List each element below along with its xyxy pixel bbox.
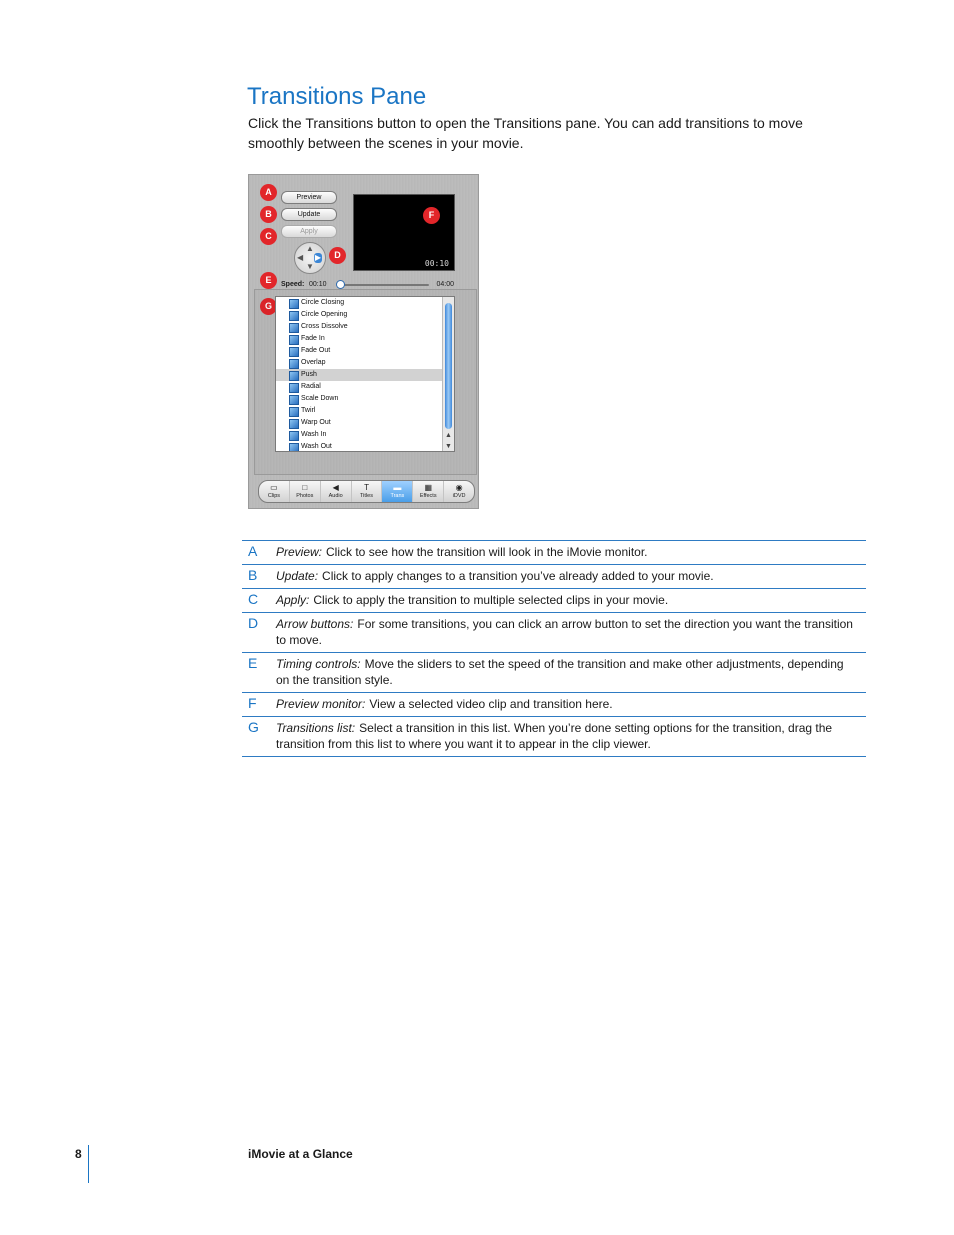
speed-slider-thumb[interactable] — [336, 280, 345, 289]
legend-body: View a selected video clip and transition here. — [369, 697, 613, 711]
transition-label: Scale Down — [301, 395, 339, 402]
transition-item[interactable] — [276, 345, 454, 357]
photos-icon: □ — [302, 483, 308, 492]
transition-icon — [289, 419, 299, 429]
transitions-icon: ▬ — [393, 483, 402, 492]
transition-icon — [289, 311, 299, 321]
transition-item[interactable] — [276, 357, 454, 369]
arrow-left-icon[interactable]: ◀ — [297, 253, 304, 262]
transition-label: Circle Opening — [301, 311, 348, 318]
tab-label: iDVD — [452, 493, 466, 499]
callout-f: F — [423, 207, 440, 224]
tab-idvd[interactable] — [444, 481, 474, 502]
tab-label: Clips — [267, 493, 281, 499]
pane-toolbar — [258, 480, 475, 503]
transition-icon — [289, 407, 299, 417]
scrollbar-thumb[interactable] — [445, 303, 452, 429]
footer-divider — [88, 1145, 89, 1183]
transition-icon — [289, 443, 299, 452]
titles-icon: T — [364, 483, 369, 492]
scroll-down-icon[interactable]: ▼ — [445, 443, 452, 450]
transition-label: Twirl — [301, 407, 316, 414]
tab-trans[interactable] — [382, 481, 413, 502]
transition-item[interactable] — [276, 321, 454, 333]
callout-d: D — [329, 247, 346, 264]
tab-titles[interactable] — [352, 481, 383, 502]
transition-item[interactable] — [276, 381, 454, 393]
tab-label: Effects — [419, 493, 437, 499]
transition-icon — [289, 371, 299, 381]
transition-item[interactable] — [276, 441, 454, 452]
callout-g: G — [260, 298, 277, 315]
idvd-icon: ◉ — [455, 483, 463, 492]
page-number: 8 — [75, 1147, 82, 1161]
legend-body: For some transitions, you can click an arrow button to set the direction you want the transition to move. — [276, 617, 853, 647]
callout-a: A — [260, 184, 277, 201]
legend-term: Arrow buttons: — [276, 617, 354, 631]
legend-description — [276, 720, 866, 752]
transition-item[interactable] — [276, 333, 454, 345]
transition-label: Overlap — [301, 359, 326, 366]
legend-letter: B — [248, 567, 258, 583]
speed-slider-track[interactable] — [337, 284, 429, 286]
speed-start-time: 00:10 — [309, 281, 327, 288]
transition-item[interactable] — [276, 429, 454, 441]
transition-icon — [289, 347, 299, 357]
legend-row — [242, 717, 866, 757]
legend-letter: A — [248, 543, 258, 559]
footer-title: iMovie at a Glance — [248, 1147, 353, 1161]
transition-label: Fade Out — [301, 347, 331, 354]
legend-body: Click to see how the transition will look in the iMovie monitor. — [326, 545, 648, 559]
legend-body: Select a transition in this list. When you’re done setting options for the transition, drag the transition from this list to where you want it to appear in the clip viewer. — [276, 721, 833, 751]
legend-letter: F — [248, 695, 257, 711]
transition-label: Push — [301, 371, 317, 378]
legend-description — [276, 656, 866, 688]
legend-body: Click to apply the transition to multiple selected clips in your movie. — [313, 593, 669, 607]
legend-row — [242, 653, 866, 693]
page-title: Transitions Pane — [247, 83, 427, 110]
transition-label: Circle Closing — [301, 299, 345, 306]
transition-item[interactable] — [276, 369, 454, 381]
transition-icon — [289, 431, 299, 441]
tab-clips[interactable] — [259, 481, 290, 502]
transition-item[interactable] — [276, 309, 454, 321]
update-button[interactable]: Update — [281, 208, 337, 221]
legend-row — [242, 565, 866, 589]
arrow-down-icon[interactable]: ▼ — [306, 262, 314, 271]
legend-letter: D — [248, 615, 259, 631]
direction-arrow-pad[interactable] — [294, 242, 326, 274]
transition-label: Fade In — [301, 335, 325, 342]
legend-description — [276, 544, 866, 560]
legend-letter: G — [248, 719, 259, 735]
transition-label: Radial — [301, 383, 321, 390]
transition-label: Wash In — [301, 431, 327, 438]
tab-audio[interactable] — [321, 481, 352, 502]
preview-button[interactable]: Preview — [281, 191, 337, 204]
transition-label: Warp Out — [301, 419, 331, 426]
transitions-list[interactable] — [275, 296, 455, 452]
monitor-timecode: 00:10 — [424, 259, 449, 268]
tab-label: Photos — [296, 493, 314, 499]
legend-letter: E — [248, 655, 258, 671]
callout-c: C — [260, 228, 277, 245]
tab-label: Titles — [360, 493, 373, 499]
legend-row — [242, 693, 866, 717]
arrow-right-icon[interactable]: ▶ — [314, 253, 322, 262]
transition-item[interactable] — [276, 417, 454, 429]
transition-item[interactable] — [276, 405, 454, 417]
legend-description — [276, 568, 866, 584]
transition-item[interactable] — [276, 297, 454, 309]
speed-label: Speed: — [281, 281, 305, 288]
legend-letter: C — [248, 591, 259, 607]
legend-body: Click to apply changes to a transition you’ve already added to your movie. — [322, 569, 714, 583]
legend-description — [276, 696, 866, 712]
legend-row — [242, 613, 866, 653]
list-scrollbar[interactable] — [442, 297, 454, 451]
transition-icon — [289, 383, 299, 393]
legend-term: Preview: — [276, 545, 323, 559]
tab-label: Trans — [390, 493, 405, 499]
legend-term: Transitions list: — [276, 721, 356, 735]
callout-legend — [242, 540, 866, 757]
speaker-icon: ◀ — [332, 483, 339, 492]
legend-description — [276, 592, 866, 608]
legend-body: Move the sliders to set the speed of the transition and make other adjustments, depending on the transition style. — [276, 657, 844, 687]
preview-monitor — [353, 194, 455, 271]
legend-term: Update: — [276, 569, 319, 583]
transition-icon — [289, 323, 299, 333]
clips-icon: ▭ — [270, 483, 278, 492]
legend-row — [242, 541, 866, 565]
transition-label: Wash Out — [301, 443, 332, 450]
transition-icon — [289, 299, 299, 309]
arrow-up-icon[interactable]: ▲ — [306, 244, 314, 253]
transition-icon — [289, 359, 299, 369]
callout-b: B — [260, 206, 277, 223]
transition-label: Cross Dissolve — [301, 323, 348, 330]
speed-end-time: 04:00 — [436, 281, 454, 288]
tab-effects[interactable] — [413, 481, 444, 502]
intro-paragraph: Click the Transitions button to open the Transitions pane. You can add transitions to move smoothly between the scenes in your movie. — [248, 115, 803, 151]
legend-description — [276, 616, 866, 648]
legend-row — [242, 589, 866, 613]
transition-item[interactable] — [276, 393, 454, 405]
legend-term: Timing controls: — [276, 657, 361, 671]
transitions-pane-screenshot — [248, 174, 479, 509]
tab-label: Audio — [328, 493, 343, 499]
callout-e: E — [260, 272, 277, 289]
effects-icon: ▦ — [424, 483, 432, 492]
legend-term: Apply: — [276, 593, 310, 607]
apply-button[interactable]: Apply — [281, 225, 337, 238]
scroll-up-icon[interactable]: ▲ — [445, 432, 452, 439]
legend-term: Preview monitor: — [276, 697, 366, 711]
transition-icon — [289, 335, 299, 345]
tab-photos[interactable] — [290, 481, 321, 502]
transition-icon — [289, 395, 299, 405]
